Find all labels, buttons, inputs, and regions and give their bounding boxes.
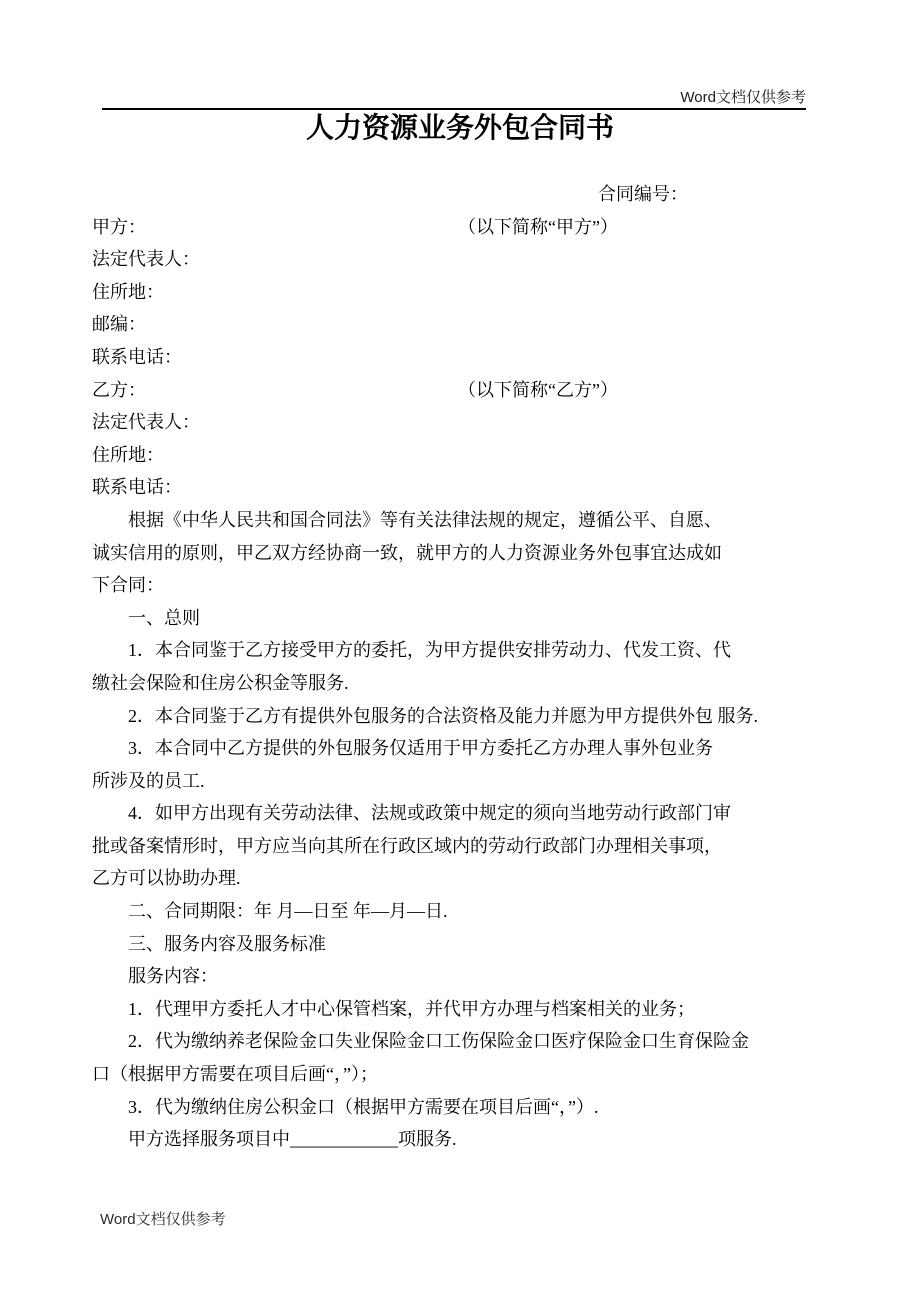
- party-a-alias-note: （以下简称“甲方”）: [458, 216, 618, 237]
- doc-title: 人力资源业务外包合同书: [305, 113, 614, 144]
- party-b-name-label: 乙方：: [92, 379, 146, 400]
- page-header: [102, 90, 806, 110]
- party-b-name-line: [92, 374, 832, 407]
- body-line-clause-1-4-cont-2: 乙方可以协助办理.: [92, 868, 241, 889]
- party-a-zip-line: 邮编：: [92, 314, 146, 335]
- header-watermark: Word文档仅供参考: [680, 89, 806, 106]
- contract-number-label: 合同编号：: [598, 184, 688, 204]
- party-a-name-line: [92, 211, 832, 244]
- body-line-service-item-3: 3．代为缴纳住房公积金口（根据甲方需要在项目后画“，”）.: [128, 1096, 599, 1117]
- body-line-service-content-label: 服务内容：: [128, 966, 218, 987]
- body-line-section-1-heading: 一、总则: [128, 607, 200, 628]
- body-line-clause-1-3-cont: 所涉及的员工.: [92, 770, 205, 791]
- party-b-alias-note: （以下简称“乙方”）: [458, 379, 618, 400]
- body-line-service-item-2-cont: 口（根据甲方需要在项目后画“，”）；: [92, 1064, 378, 1085]
- footer-watermark: Word文档仅供参考: [100, 1211, 226, 1228]
- body-line-section-3-heading: 三、服务内容及服务标准: [128, 933, 326, 954]
- doc-body: [92, 178, 832, 1156]
- body-line-service-item-1: 1．代理甲方委托人才中心保管档案，并代甲方办理与档案相关的业务；: [128, 998, 695, 1019]
- body-line-clause-1-3: 3．本合同中乙方提供的外包服务仅适用于甲方委托乙方办理人事外包业务: [128, 738, 713, 759]
- page-footer: [100, 1212, 226, 1228]
- party-b-address-line: 住所地：: [92, 444, 164, 465]
- body-line-section-2-heading: 二、合同期限：年 月—日至 年—月—日.: [128, 901, 448, 922]
- contract-number-line: [92, 178, 832, 211]
- body-line-clause-1-2: 2．本合同鉴于乙方有提供外包服务的合法资格及能力并愿为甲方提供外包 服务.: [128, 705, 758, 726]
- body-line-clause-1-4-cont-1: 批或备案情形时，甲方应当向其所在行政区域内的劳动行政部门办理相关事项，: [92, 835, 722, 856]
- body-line-preamble-1: 根据《中华人民共和国合同法》等有关法律法规的规定，遵循公平、自愿、: [128, 509, 722, 530]
- party-a-legal-rep-line: 法定代表人：: [92, 249, 200, 270]
- party-a-address-line: 住所地：: [92, 281, 164, 302]
- body-line-preamble-2: 诚实信用的原则，甲乙双方经协商一致，就甲方的人力资源业务外包事宜达成如: [92, 542, 722, 563]
- party-a-phone-line: 联系电话：: [92, 346, 182, 367]
- party-a-name-label: 甲方：: [92, 216, 146, 237]
- body-line-preamble-3: 下合同：: [92, 575, 164, 596]
- body-line-service-item-2: 2．代为缴纳养老保险金口失业保险金口工伤保险金口医疗保险金口生育保险金: [128, 1031, 749, 1052]
- body-line-clause-1-1: 1．本合同鉴于乙方接受甲方的委托，为甲方提供安排劳动力、代发工资、代: [128, 640, 731, 661]
- party-b-legal-rep-line: 法定代表人：: [92, 412, 200, 433]
- party-b-phone-line: 联系电话：: [92, 477, 182, 498]
- body-line-clause-1-4: 4．如甲方出现有关劳动法律、法规或政策中规定的须向当地劳动行政部门审: [128, 803, 731, 824]
- body-line-service-selection: 甲方选择服务项目中____________项服务.: [128, 1129, 457, 1150]
- body-line-clause-1-1-cont: 缴社会保险和住房公积金等服务.: [92, 672, 349, 693]
